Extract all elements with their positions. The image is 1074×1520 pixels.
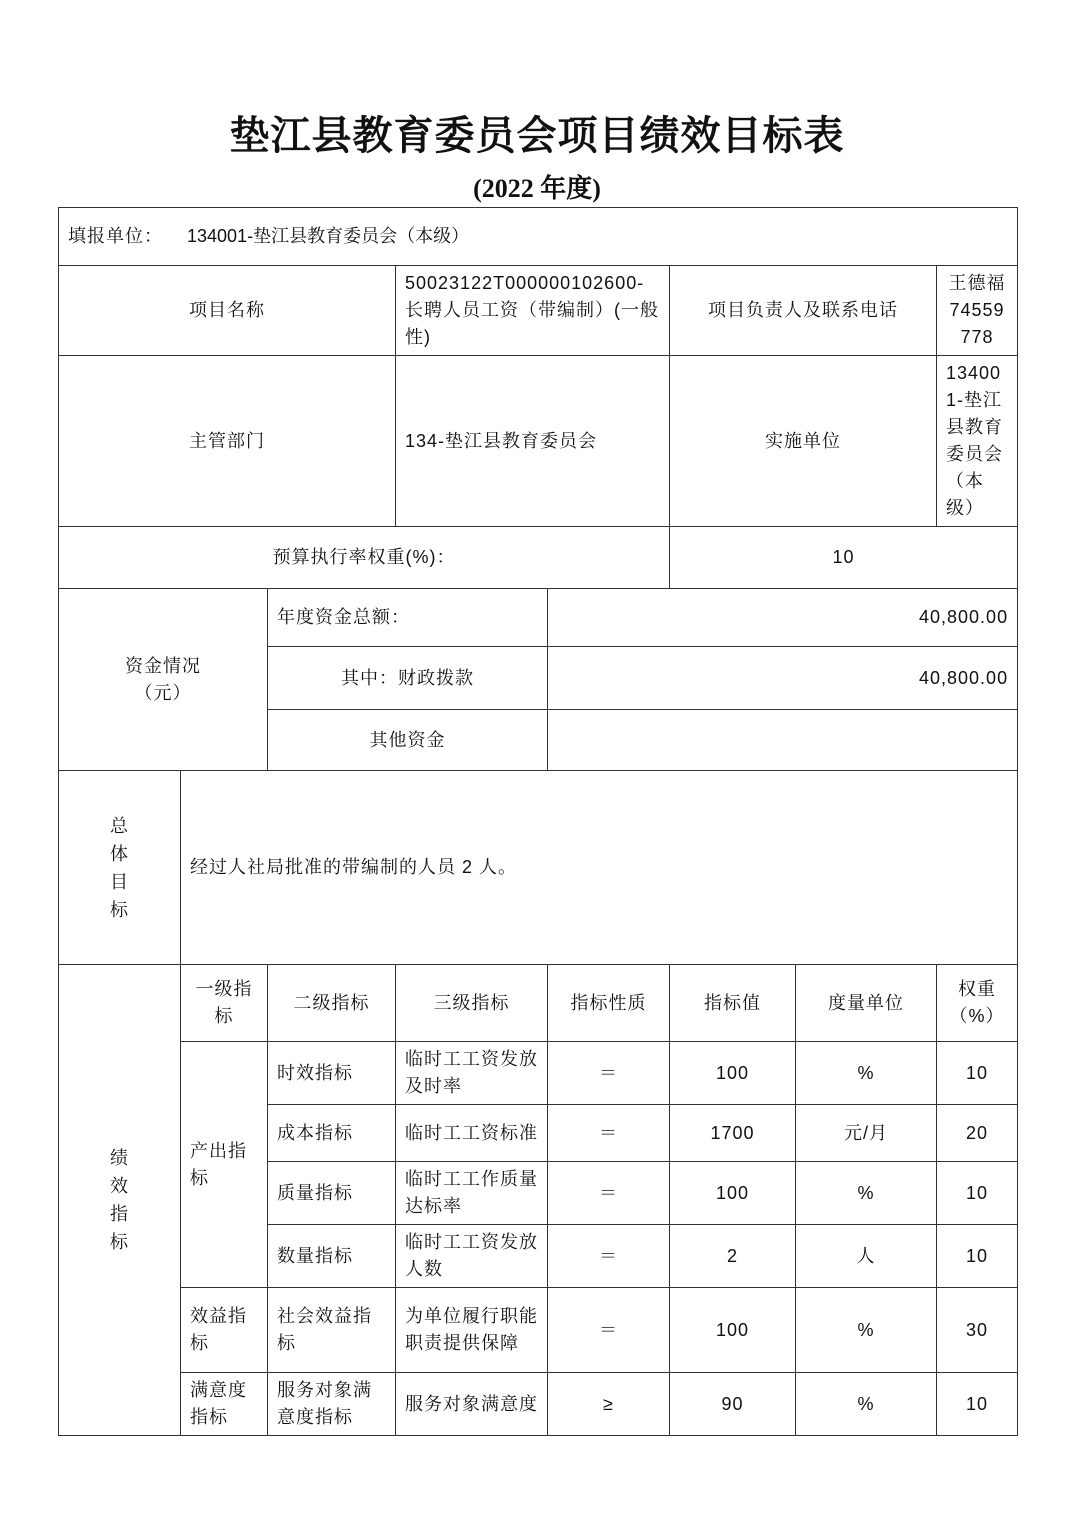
level2-header: 二级指标: [268, 965, 396, 1042]
funds-label-line1: 资金情况: [125, 655, 201, 676]
unit-header: 度量单位: [796, 965, 937, 1042]
level1-indicator: 产出指标: [181, 1042, 268, 1288]
project-owner-label: 项目负责人及联系电话: [670, 266, 937, 356]
page-subtitle: (2022 年度): [473, 174, 601, 203]
fiscal-funds-label: 其中：财政拨款: [268, 647, 548, 710]
level3-indicator: 临时工工资标准: [396, 1105, 548, 1162]
weight-header: 权重（%）: [937, 965, 1018, 1042]
nature-header: 指标性质: [548, 965, 670, 1042]
indicator-nature: ＝: [548, 1225, 670, 1288]
indicator-unit: 人: [796, 1225, 937, 1288]
indicator-value: 100: [670, 1288, 796, 1373]
indicator-weight: 10: [937, 1373, 1018, 1436]
indicator-weight: 10: [937, 1042, 1018, 1105]
indicator-nature: ＝: [548, 1288, 670, 1373]
indicator-nature: ＝: [548, 1042, 670, 1105]
table-row: [59, 1042, 1018, 1105]
indicator-unit: %: [796, 1042, 937, 1105]
indicator-weight: 20: [937, 1105, 1018, 1162]
level2-indicator: 成本指标: [268, 1105, 396, 1162]
indicator-nature: ≥: [548, 1373, 670, 1436]
indicator-value: 100: [670, 1042, 796, 1105]
total-funds-label: 年度资金总额：: [268, 589, 548, 647]
level1-header: 一级指标: [181, 965, 268, 1042]
filing-unit-cell: [59, 208, 1018, 266]
indicator-unit: %: [796, 1162, 937, 1225]
value-header: 指标值: [670, 965, 796, 1042]
other-funds-label: 其他资金: [268, 710, 548, 771]
level3-indicator: 服务对象满意度: [396, 1373, 548, 1436]
indicator-weight: 30: [937, 1288, 1018, 1373]
implementing-unit-value: 134001-垫江县教育委员会（本级）: [937, 356, 1018, 527]
indicator-value: 100: [670, 1162, 796, 1225]
indicator-value: 90: [670, 1373, 796, 1436]
filing-unit-label: 填报单位：: [68, 226, 163, 246]
overall-goal-label: [59, 771, 181, 965]
project-owner-value: 王德福 74559778: [937, 266, 1018, 356]
indicators-label: [59, 965, 181, 1436]
table-row: [59, 1288, 1018, 1373]
filing-unit-value: 134001-垫江县教育委员会（本级）: [187, 226, 470, 246]
level3-indicator: 临时工工资发放及时率: [396, 1042, 548, 1105]
department-value: 134-垫江县教育委员会: [396, 356, 670, 527]
indicator-value: 1700: [670, 1105, 796, 1162]
level1-indicator: 满意度指标: [181, 1373, 268, 1436]
table-row: [59, 1373, 1018, 1436]
project-name-label: 项目名称: [59, 266, 396, 356]
level3-indicator: 临时工工作质量达标率: [396, 1162, 548, 1225]
indicators-label-text: 绩效指标: [109, 1148, 129, 1252]
budget-weight-value: 10: [670, 527, 1018, 589]
level1-indicator: 效益指标: [181, 1288, 268, 1373]
project-name-value: 50023122T000000102600-长聘人员工资（带编制）(一般性): [396, 266, 670, 356]
indicator-unit: %: [796, 1373, 937, 1436]
funds-label-line2: （元）: [134, 682, 192, 703]
level2-indicator: 社会效益指标: [268, 1288, 396, 1373]
funds-label: [59, 589, 268, 771]
level2-indicator: 数量指标: [268, 1225, 396, 1288]
department-label: 主管部门: [59, 356, 396, 527]
indicator-nature: ＝: [548, 1105, 670, 1162]
indicator-unit: %: [796, 1288, 937, 1373]
indicator-unit: 元/月: [796, 1105, 937, 1162]
implementing-unit-label: 实施单位: [670, 356, 937, 527]
other-funds-value: [548, 710, 1018, 771]
budget-weight-label: 预算执行率权重(%)：: [59, 527, 670, 589]
performance-goal-table: [58, 207, 1018, 1436]
level2-indicator: 质量指标: [268, 1162, 396, 1225]
indicator-value: 2: [670, 1225, 796, 1288]
overall-goal-label-text: 总体目标: [109, 815, 129, 920]
indicator-nature: ＝: [548, 1162, 670, 1225]
indicator-weight: 10: [937, 1225, 1018, 1288]
level2-indicator: 服务对象满意度指标: [268, 1373, 396, 1436]
level3-header: 三级指标: [396, 965, 548, 1042]
level3-indicator: 为单位履行职能职责提供保障: [396, 1288, 548, 1373]
total-funds-value: 40,800.00: [548, 589, 1018, 647]
indicator-weight: 10: [937, 1162, 1018, 1225]
page-title: 垫江县教育委员会项目绩效目标表: [229, 113, 845, 158]
overall-goal-text: 经过人社局批准的带编制的人员 2 人。: [181, 771, 1018, 965]
level2-indicator: 时效指标: [268, 1042, 396, 1105]
level3-indicator: 临时工工资发放人数: [396, 1225, 548, 1288]
fiscal-funds-value: 40,800.00: [548, 647, 1018, 710]
